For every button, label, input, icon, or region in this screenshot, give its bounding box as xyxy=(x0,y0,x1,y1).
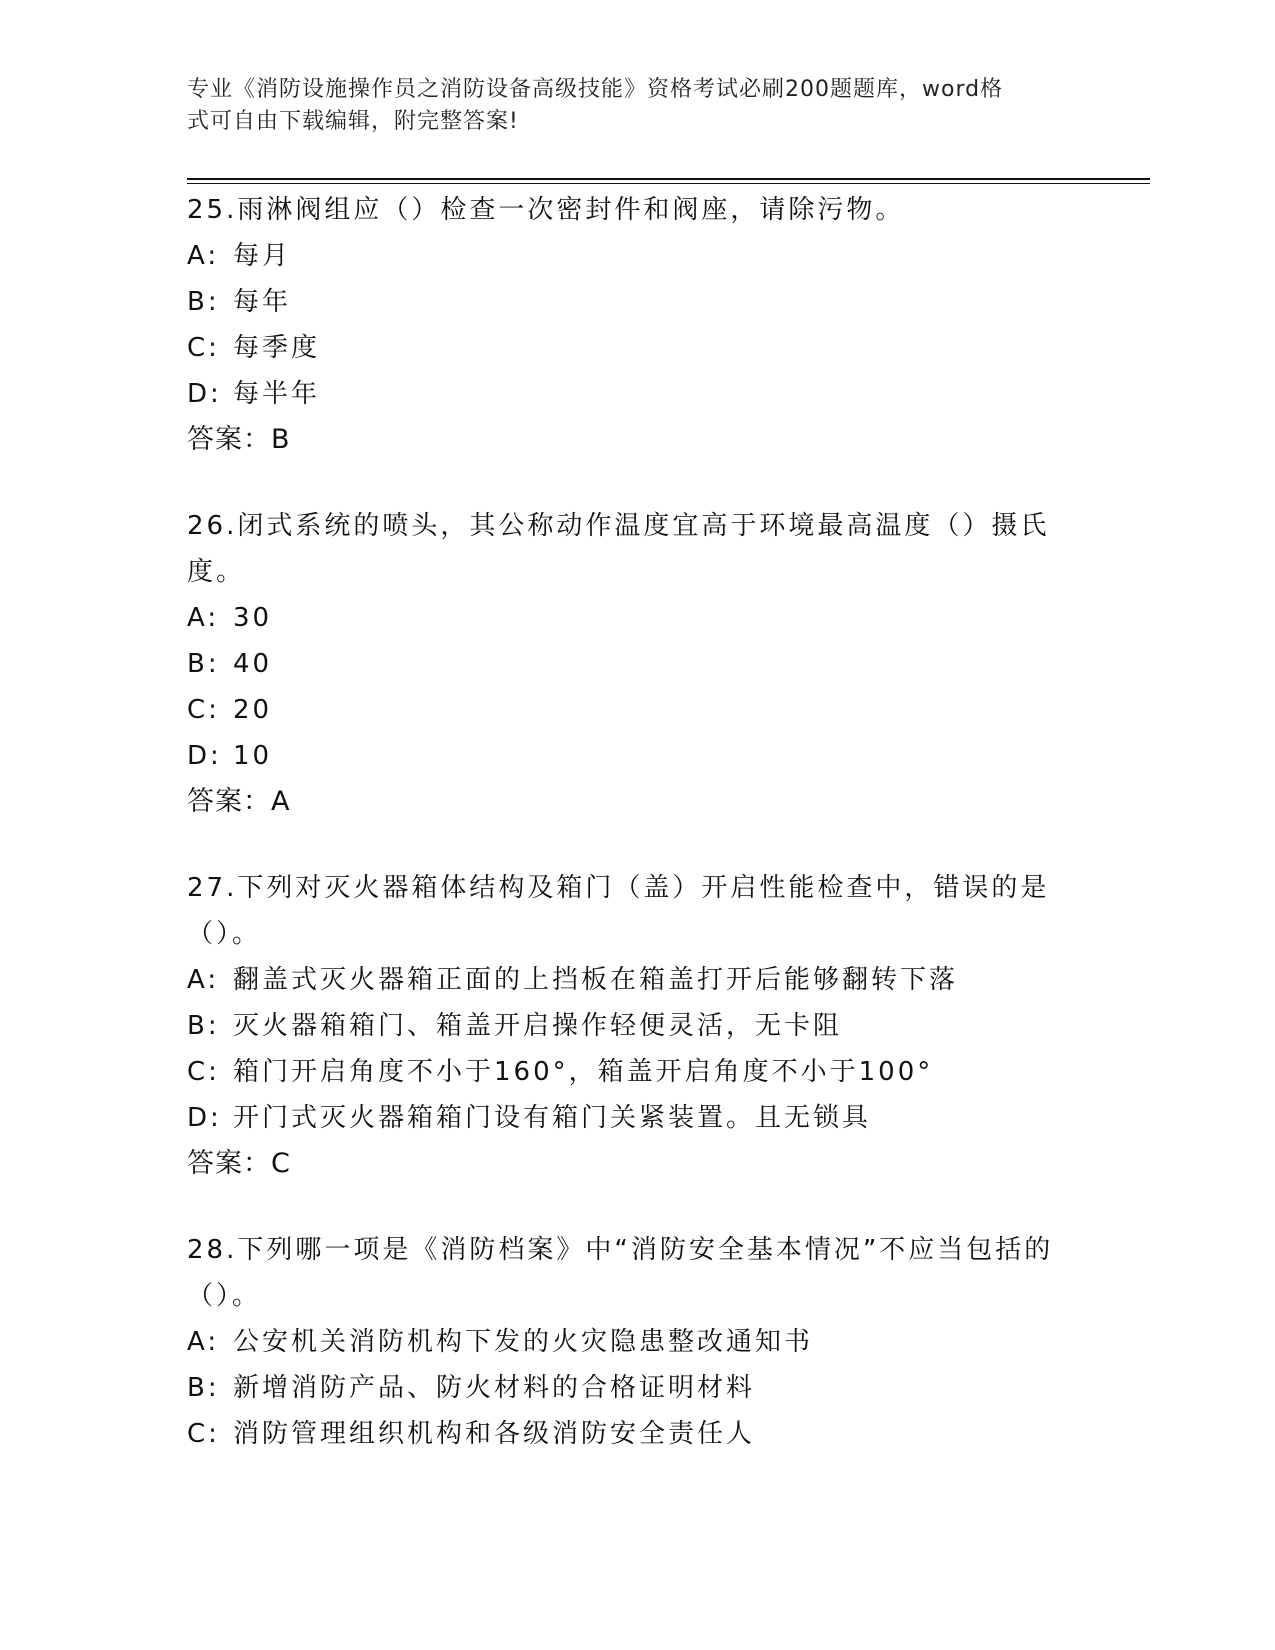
option-a xyxy=(187,1319,1087,1365)
option-key: D: xyxy=(187,379,222,409)
option-text: 箱门开启角度不小于160°，箱盖开启角度不小于100° xyxy=(233,1057,934,1087)
answer-line: 答案：A xyxy=(187,786,291,817)
option-a xyxy=(187,595,1087,641)
option-d xyxy=(187,733,1087,779)
question-stem: 28.下列哪一项是《消防档案》中“消防安全基本情况”不应当包括的（）。 xyxy=(187,1235,1054,1311)
option-c xyxy=(187,325,1087,371)
option-c xyxy=(187,1049,1087,1095)
option-key: A: xyxy=(187,1327,220,1357)
option-key: A: xyxy=(187,241,220,271)
option-key: C: xyxy=(187,695,220,725)
question-26 xyxy=(187,503,1087,825)
option-text: 每月 xyxy=(233,241,292,271)
option-text: 20 xyxy=(233,695,273,725)
option-key: A: xyxy=(187,965,220,995)
option-text: 开门式灭火器箱箱门设有箱门关紧装置。且无锁具 xyxy=(233,1103,872,1133)
option-key: B: xyxy=(187,1373,220,1403)
option-text: 公安机关消防机构下发的火灾隐患整改通知书 xyxy=(233,1327,814,1357)
header-line-1: 专业《消防设施操作员之消防设备高级技能》资格考试必刷200题题库，word格 xyxy=(187,77,1004,102)
header-divider-thick xyxy=(187,178,1150,180)
question-25 xyxy=(187,187,1087,463)
option-b xyxy=(187,641,1087,687)
option-text: 每季度 xyxy=(233,333,321,363)
option-key: C: xyxy=(187,1057,220,1087)
option-text: 10 xyxy=(233,741,273,771)
option-a xyxy=(187,957,1087,1003)
option-key: C: xyxy=(187,333,220,363)
option-key: B: xyxy=(187,287,220,317)
option-b xyxy=(187,1003,1087,1049)
question-stem: 25.雨淋阀组应（）检查一次密封件和阀座，请除污物。 xyxy=(187,195,905,225)
option-b xyxy=(187,279,1087,325)
option-text: 40 xyxy=(233,649,273,679)
option-b xyxy=(187,1365,1087,1411)
answer-line: 答案：B xyxy=(187,424,291,455)
option-key: A: xyxy=(187,603,220,633)
option-d xyxy=(187,371,1087,417)
option-key: D: xyxy=(187,1103,222,1133)
question-28 xyxy=(187,1227,1087,1457)
option-key: B: xyxy=(187,649,220,679)
header-line-2: 式可自由下载编辑，附完整答案! xyxy=(187,109,519,134)
option-text: 灭火器箱箱门、箱盖开启操作轻便灵活，无卡阻 xyxy=(233,1011,843,1041)
option-c xyxy=(187,687,1087,733)
option-text: 30 xyxy=(233,603,273,633)
header-divider-thin xyxy=(187,183,1150,184)
question-27 xyxy=(187,865,1087,1187)
option-d xyxy=(187,1095,1087,1141)
document-header xyxy=(187,74,1077,138)
option-key: B: xyxy=(187,1011,220,1041)
option-text: 翻盖式灭火器箱正面的上挡板在箱盖打开后能够翻转下落 xyxy=(233,965,959,995)
option-text: 新增消防产品、防火材料的合格证明材料 xyxy=(233,1373,756,1403)
option-text: 每年 xyxy=(233,287,292,317)
option-text: 消防管理组织机构和各级消防安全责任人 xyxy=(233,1419,756,1449)
option-text: 每半年 xyxy=(233,379,321,409)
option-a xyxy=(187,233,1087,279)
option-key: C: xyxy=(187,1419,220,1449)
option-key: D: xyxy=(187,741,222,771)
option-c xyxy=(187,1411,1087,1457)
question-stem: 27.下列对灭火器箱体结构及箱门（盖）开启性能检查中，错误的是（）。 xyxy=(187,873,1050,949)
question-list xyxy=(187,187,1087,1497)
question-stem: 26.闭式系统的喷头，其公称动作温度宜高于环境最高温度（）摄氏度。 xyxy=(187,511,1050,587)
answer-line: 答案：C xyxy=(187,1148,291,1179)
